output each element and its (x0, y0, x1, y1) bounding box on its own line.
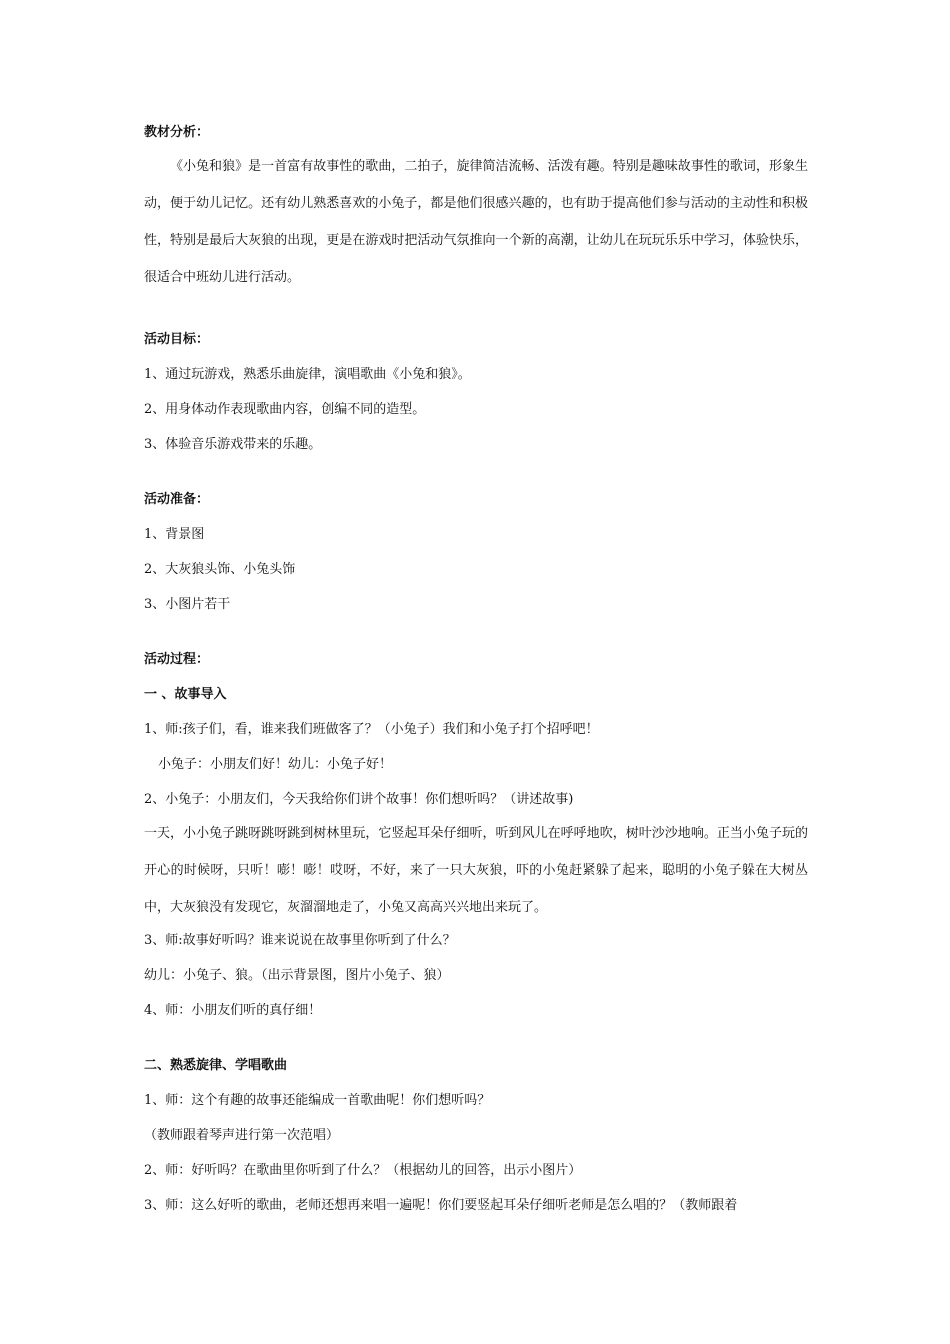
subheading-story-intro: 一 、故事导入 (144, 687, 227, 702)
heading-activity-prep: 活动准备： (144, 492, 210, 507)
subheading-melody-singing: 二、熟悉旋律、学唱歌曲 (144, 1058, 288, 1073)
process-line: 3、师：这么好听的歌曲，老师还想再来唱一遍呢！你们要竖起耳朵仔细听老师是怎么唱的？（教师跟着 (144, 1198, 738, 1213)
process-line: 3、师:故事好听吗？谁来说说在故事里你听到了什么？ (144, 933, 456, 948)
heading-material-analysis: 教材分析： (144, 125, 210, 140)
prep-item: 2、大灰狼头饰、小兔头饰 (144, 562, 296, 577)
process-line: 小兔子：小朋友们好！幼儿：小兔子好！ (158, 757, 393, 772)
process-line: 幼儿：小兔子、狼。（出示背景图，图片小兔子、狼） (144, 968, 450, 983)
prep-item: 3、小图片若干 (144, 597, 231, 612)
document-body (144, 122, 808, 1217)
heading-activity-goals: 活动目标： (144, 332, 210, 347)
goal-item: 2、用身体动作表现歌曲内容，创编不同的造型。 (144, 402, 426, 417)
prep-item: 1、背景图 (144, 527, 205, 542)
process-line: 2、师：好听吗？在歌曲里你听到了什么？（根据幼儿的回答，出示小图片） (144, 1163, 582, 1178)
process-line: 1、师：这个有趣的故事还能编成一首歌曲呢！你们想听吗？ (144, 1093, 491, 1108)
process-line: 1、师:孩子们，看，谁来我们班做客了？（小兔子）我们和小兔子打个招呼吧！ (144, 722, 599, 737)
heading-activity-process: 活动过程： (144, 652, 210, 667)
process-line: 4、师：小朋友们听的真仔细！ (144, 1003, 322, 1018)
story-paragraph: 一天，小小兔子跳呀跳呀跳到树林里玩，它竖起耳朵仔细听，听到风儿在呼呼地吹，树叶沙沙地响。正当小兔子玩的开心的时候呀，只听！嘭！嘭！哎呀，不好，来了一只大灰狼，吓的小兔赶紧躲了起来，聪明的小兔子躲在大树丛中，大灰狼没有发现它，灰溜溜地走了，小兔又高高兴兴地出来玩了。 (144, 826, 808, 915)
process-line: （教师跟着琴声进行第一次范唱） (144, 1128, 340, 1143)
process-line: 2、小兔子：小朋友们，今天我给你们讲个故事！你们想听吗？（讲述故事) (144, 792, 574, 807)
goal-item: 1、通过玩游戏，熟悉乐曲旋律，演唱歌曲《小兔和狼》。 (144, 367, 471, 382)
goal-item: 3、体验音乐游戏带来的乐趣。 (144, 437, 322, 452)
material-analysis-paragraph: 《小兔和狼》是一首富有故事性的歌曲，二拍子，旋律简洁流畅、活泼有趣。特别是趣味故事性的歌词，形象生动，便于幼儿记忆。还有幼儿熟悉喜欢的小兔子，都是他们很感兴趣的，也有助于提高他们参与活动的主动性和积极性，特别是最后大灰狼的出现，更是在游戏时把活动气氛推向一个新的高潮，让幼儿在玩玩乐乐中学习，体验快乐，很适合中班幼儿进行活动。 (144, 159, 808, 285)
